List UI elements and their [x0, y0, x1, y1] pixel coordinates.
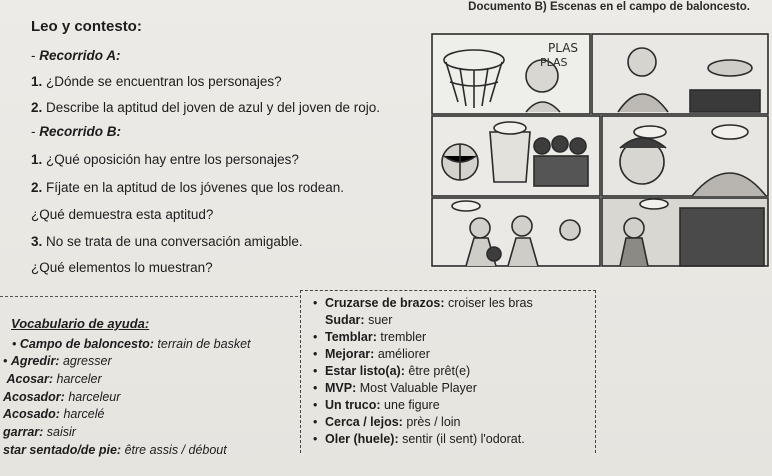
vocab-item: • Estar listo(a): être prêt(e) [313, 364, 471, 378]
vocab-item: • MVP: Most Valuable Player [313, 381, 477, 395]
sound-effect-1: PLAS [548, 41, 579, 55]
vocab-item: Acosado: harcelé [3, 407, 105, 421]
vocab-item: • Mejorar: améliorer [313, 347, 430, 361]
vocab-item: Sudar: suer [325, 313, 393, 327]
comic-strip-illustration [430, 32, 770, 268]
comic-panel-player [592, 34, 768, 114]
prompt-b2: ¿Qué elementos lo muestran? [31, 260, 213, 275]
vocab-item: Acosar: harceler [6, 372, 102, 386]
vocab-item: • Campo de baloncesto: terrain de basket [12, 337, 251, 351]
vocabulary-title: Vocabulario de ayuda: [11, 316, 150, 331]
sound-effect-2: PLAS [540, 56, 568, 69]
comic-panel-bottom-left [432, 198, 600, 266]
question-b1: 1. ¿Qué oposición hay entre los personajes? [31, 152, 299, 167]
vocab-item: • Cerca / lejos: près / loin [313, 415, 461, 429]
question-a1: 1. ¿Dónde se encuentran los personajes? [31, 74, 282, 89]
document-title: Documento B) Escenas en el campo de baloncesto. [468, 1, 750, 13]
comic-panel-bottom-right [602, 198, 768, 266]
vocab-item: • Agredir: agresser [3, 354, 112, 368]
question-b2: 2. Fíjate en la aptitud de los jóvenes que los rodean. [31, 180, 344, 195]
vocabulary-right-column [300, 290, 596, 453]
vocab-item: • Un truco: une figure [313, 398, 440, 412]
section-b-label: - Recorrido B: [31, 124, 122, 139]
section-a-label: - Recorrido A: [31, 48, 121, 63]
vocab-item: Acosador: harceleur [3, 390, 121, 404]
comic-panel-closeup [602, 116, 768, 196]
comic-panel-group [432, 116, 600, 196]
vocab-item: • Cruzarse de brazos: croiser les bras [313, 296, 533, 310]
question-a2: 2. Describe la aptitud del joven de azul y del joven de rojo. [31, 100, 380, 115]
vocab-item: star sentado/de pie: être assis / débout [3, 443, 227, 457]
vocab-item: • Temblar: trembler [313, 330, 427, 344]
vocabulary-left-column [0, 296, 298, 457]
prompt-b1: ¿Qué demuestra esta aptitud? [31, 207, 214, 222]
activity-heading: Leo y contesto: [31, 18, 142, 35]
question-b3: 3. No se trata de una conversación amigable. [31, 234, 303, 249]
vocab-item: garrar: saisir [3, 425, 76, 439]
comic-panel-hoop [432, 34, 590, 114]
vocab-item: • Oler (huele): sentir (il sent) l'odorat. [313, 432, 525, 446]
